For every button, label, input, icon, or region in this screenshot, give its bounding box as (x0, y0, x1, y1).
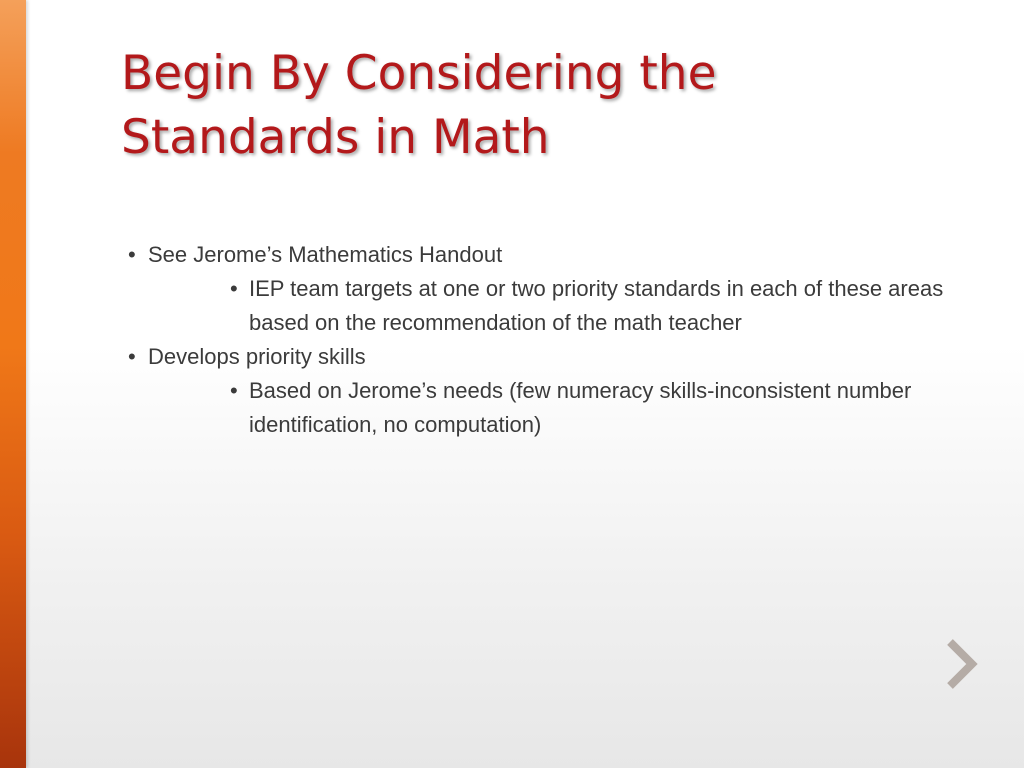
slide-title: Begin By Considering the Standards in Math (121, 46, 717, 165)
bullet-dot: • (128, 242, 136, 267)
bullet-text: Develops priority skills (148, 344, 366, 369)
sub-bullet-item (230, 374, 958, 442)
slide-body (128, 238, 958, 442)
bullet-item (128, 340, 958, 374)
bullet-dot: • (128, 344, 136, 369)
bullet-item (128, 238, 958, 272)
chevron-right-icon (942, 636, 982, 692)
bullet-dot: • (230, 276, 238, 301)
bullet-text: See Jerome’s Mathematics Handout (148, 242, 503, 267)
bullet-dot: • (230, 378, 238, 403)
sub-bullet-item (230, 272, 958, 340)
sub-bullet-text: Based on Jerome’s needs (few numeracy skills-inconsistent number identification, no computation) (249, 378, 912, 437)
accent-bar (0, 0, 26, 768)
sub-bullet-text: IEP team targets at one or two priority standards in each of these areas based on the recommendation of the math teacher (249, 276, 944, 335)
next-slide-button[interactable] (942, 636, 982, 692)
